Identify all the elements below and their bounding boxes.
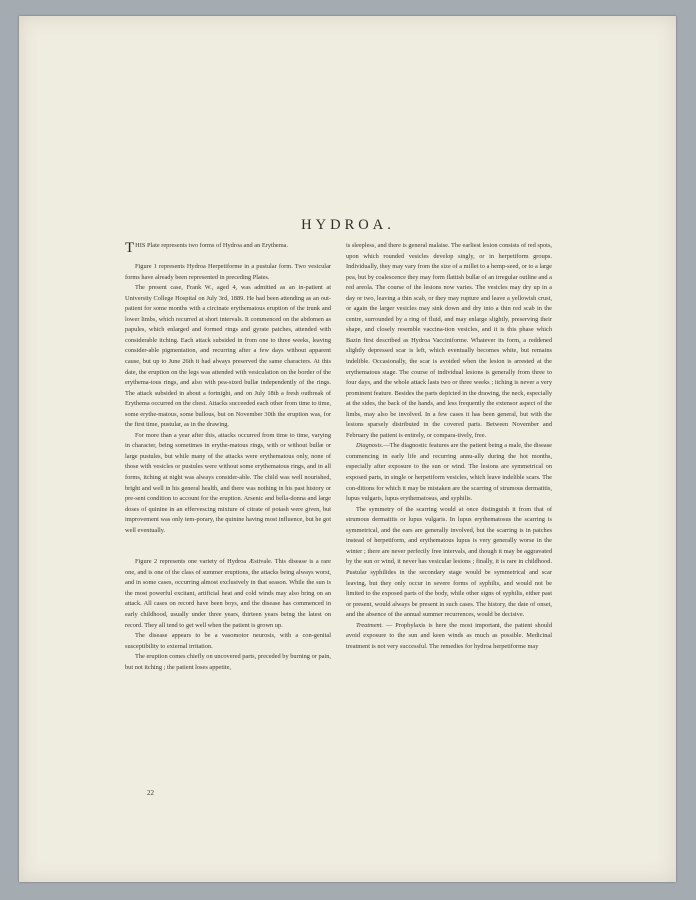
paragraph: is sleepless, and there is general malaise. The earliest lesion consists of red spots, upon which rounded vesicles develop singly, or in herpetiform groups. Individually, they may vary from the size of a millet to a hemp-seed, or to a large pea, but by coalescence they may form flattish bullæ of an irregular outline and a red areola. The course of the lesions now varies. The vesicles may dry up in a day or two, leaving a thin scab, or they may rupture and leave a yellowish crust, or again the larger vesicles may sink down and dry into a thin red scab in the centre, surrounded by a ring of fluid, and may enlarge slightly, preserving their shape, and closely resemble vaccina-tion vesicles, and it is this phase which Bazin first described as Hydroa Vacciniforme. Whatever its form, a reddened slightly depressed scar is left, which eventually becomes white, but remains indelible. Occasionally, the scar is avoided when the lesion is arrested at the erythematous stage. The course of individual lesions is generally from three to four days, and the whole attack lasts two or three weeks ; itching is never a very prominent feature. Besides the parts depicted in the drawing, the neck, especially at the sides, the back of the hands, and less frequently the extensor aspect of the limbs, may also be involved. In a few cases it has been general, but with the lesions sparsely distributed in the covered parts. Between November and February the patient is entirely, or compara-tively, free. [346, 242, 553, 439]
section-label: Treatment. [356, 621, 384, 629]
paragraph-text: HIS Plate represents two forms of Hydroa and an Erythema. [135, 242, 289, 249]
left-column [125, 241, 331, 673]
paragraph: The eruption comes chiefly on uncovered parts, preceded by burning or pain, but not itching ; the patient loses appetite, [125, 653, 331, 671]
paragraph: The symmetry of the scarring would at once distinguish it from that of strumous dermatitis or lupus vulgaris. In lupus erythematosus the scarring is symmetrical, and the ears are generally involved, but the scarring is in patches instead of herpetiform, and erythematous lupus is very generally worse in the winter ; there are never perfectly free intervals, and though it may be aggravated by the sun or wind, it never has vesicular lesions ; finally, it is rare in childhood. Pustular syphilides in the secondary stage would be symmetrical and scar leaving, but they only occur in severe forms of syphilis, and would not be limited to the exposed parts of the body, while other signs of syphilis, either past or present, would always be present in such cases. The history, the date of onset, and the absence of the annual summer recurrences, would be decisive. [346, 505, 552, 619]
page-title: HYDROA. [301, 217, 395, 233]
paragraph [346, 441, 552, 504]
section-label: Diagnosis. [356, 442, 384, 450]
paragraph-text: — Prophylaxis is here the most important, the patient should avoid exposure to the sun and keen winds as much as possible. Medicinal treatment is not very successful. The remedies for hydroa herpetiforme may [346, 621, 552, 650]
paragraph: The present case, Frank W., aged 4, was admitted as an in-patient at University College Hospital on July 3rd, 1889. He had been attending as an out-patient for some months with a circinate erythematous eruption of the trunk and lower limbs, which recurred at short intervals. It commenced on the abdomen as papules, which enlarged and formed rings and gyrate patches, attended with considerable itching. Each attack subsided in from one to three weeks, leaving consider-able pigmentation, and recurring after a few days without apparent cause, but up to June 26th it had always preserved the same characters. At this date, the eruption on the legs was attended with vesiculation on the border of the erythema-tous rings, and also with pea-sized bullæ independently of the rings. The attack subsided in about a fortnight, and on July 18th a fresh outbreak of Erythema occurred on the chest. Attacks succeeded each other from time to time, some erythe-matous, some bullous, but on November 30th the eruption was, for the first time, pustular, as in the drawing. [125, 284, 331, 429]
paragraph: For more than a year after this, attacks occurred from time to time, varying in character, being sometimes in erythe-matous rings, with or without bullæ or large pustules, but while many of the attacks were erythematous only, none of those with vesicles or pustules were without some erythematous rings, and in all forms, itching at night was always consider-able. The child was well nourished, bright and well in his general health, and there was nothing in his past history or pre-sent condition to account for the eruption. Arsenic and bella-donna and large doses of quinine in an effervescing mixture of citrate of potash were given, but improvement was only tem-porary, the quinine having most influence, but he got well eventually. [125, 431, 331, 534]
paragraph [346, 621, 552, 653]
right-column [346, 241, 552, 652]
paragraph-text: —The diagnostic features are the patient being a male, the disease commencing in early life and recurring annu-ally during the hot months, especially after exposure to the sun or wind. The lesions are symmetrical on exposed parts, in single or herpetiform vesicles, which leave indelible scars. The con-ditions for which it may be mistaken are the scarring of strumous dermatitis, lupus vulgaris, lupus erythematosus, and syphilis. [346, 442, 552, 503]
paragraph: Figure 1 represents Hydroa Herpetiforme in a pustular form. Two vesicular forms have already been represented in preceding Plates. [125, 263, 331, 281]
drop-cap: T [125, 240, 135, 256]
paragraph: The disease appears to be a vasomotor neurosis, with a con-genital susceptibility to external irritation. [125, 632, 331, 650]
page-number: 22 [147, 789, 154, 797]
paragraph: Figure 2 represents one variety of Hydroa Æstivale. This disease is a rare one, and is one of the class of summer eruptions, the attacks being always worst, and in some cases, occurring almost exclusively in that season. While the sun is the most powerful excitant, artificial heat and cold winds may also bring on an attack. All cases on record have been boys, and the disease has commenced in early childhood, usually under three years, thirteen years being the latest on record. They all tend to get well when the patient is grown up. [125, 558, 331, 629]
intro-paragraph [125, 240, 331, 256]
